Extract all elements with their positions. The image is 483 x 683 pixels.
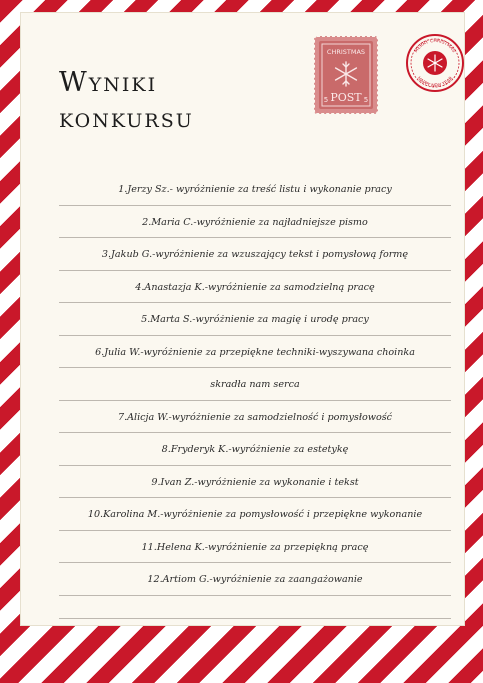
result-item-9: 9.Ivan Z.-wyróżnienie za wykonanie i tekst [59, 466, 451, 499]
result-item-3: 3.Jakub G.-wyróżnienie za wzuszający tekst i pomysłową formę [59, 238, 451, 271]
result-item-11: 11.Helena K.-wyróżnienie za przepiękną pracę [59, 531, 451, 564]
page-title [59, 65, 194, 137]
result-item-10: 10.Karolina M.-wyróżnienie za pomysłowość i przepiękne wykonanie [59, 498, 451, 531]
result-item-4: 4.Anastazja K.-wyróżnienie za samodzielną pracę [59, 271, 451, 304]
stamp-left-value: 5 [323, 96, 329, 104]
title-line-1: Wyniki [59, 67, 158, 98]
result-item-6: 6.Julia W.-wyróżnienie za przepiękne techniki-wyszywana choinka [59, 336, 451, 369]
result-item-1: 1.Jerzy Sz.- wyróżnienie za treść listu i wykonanie pracy [59, 173, 451, 206]
result-item-2: 2.Maria C.-wyróżnienie za najładniejsze pismo [59, 206, 451, 239]
result-item-5: 5.Marta S.-wyróżnienie za magię i urodę pracy [59, 303, 451, 336]
blank-line [59, 596, 451, 619]
title-line-2: konkursu [59, 103, 194, 134]
christmas-post-stamp-icon [313, 35, 379, 115]
result-item-12: 12.Artiom G.-wyróżnienie za zaangażowanie [59, 563, 451, 596]
stamp-bottom-text: POST [330, 91, 362, 104]
seal-bottom-text: HAPPY NEW YEAR [415, 76, 455, 90]
seal-top-text: MERRY CHRISTMAS [414, 38, 456, 54]
result-item-6-continued: skradła nam serca [59, 368, 451, 401]
stamp-top-text: CHRISTMAS [326, 48, 366, 56]
stamp-right-value: 5 [363, 96, 369, 104]
result-item-7: 7.Alicja W.-wyróżnienie za samodzielność i pomysłowość [59, 401, 451, 434]
letter-paper [20, 12, 465, 626]
results-list [59, 173, 451, 619]
result-item-8: 8.Fryderyk K.-wyróżnienie za estetykę [59, 433, 451, 466]
christmas-seal-icon [405, 33, 465, 93]
